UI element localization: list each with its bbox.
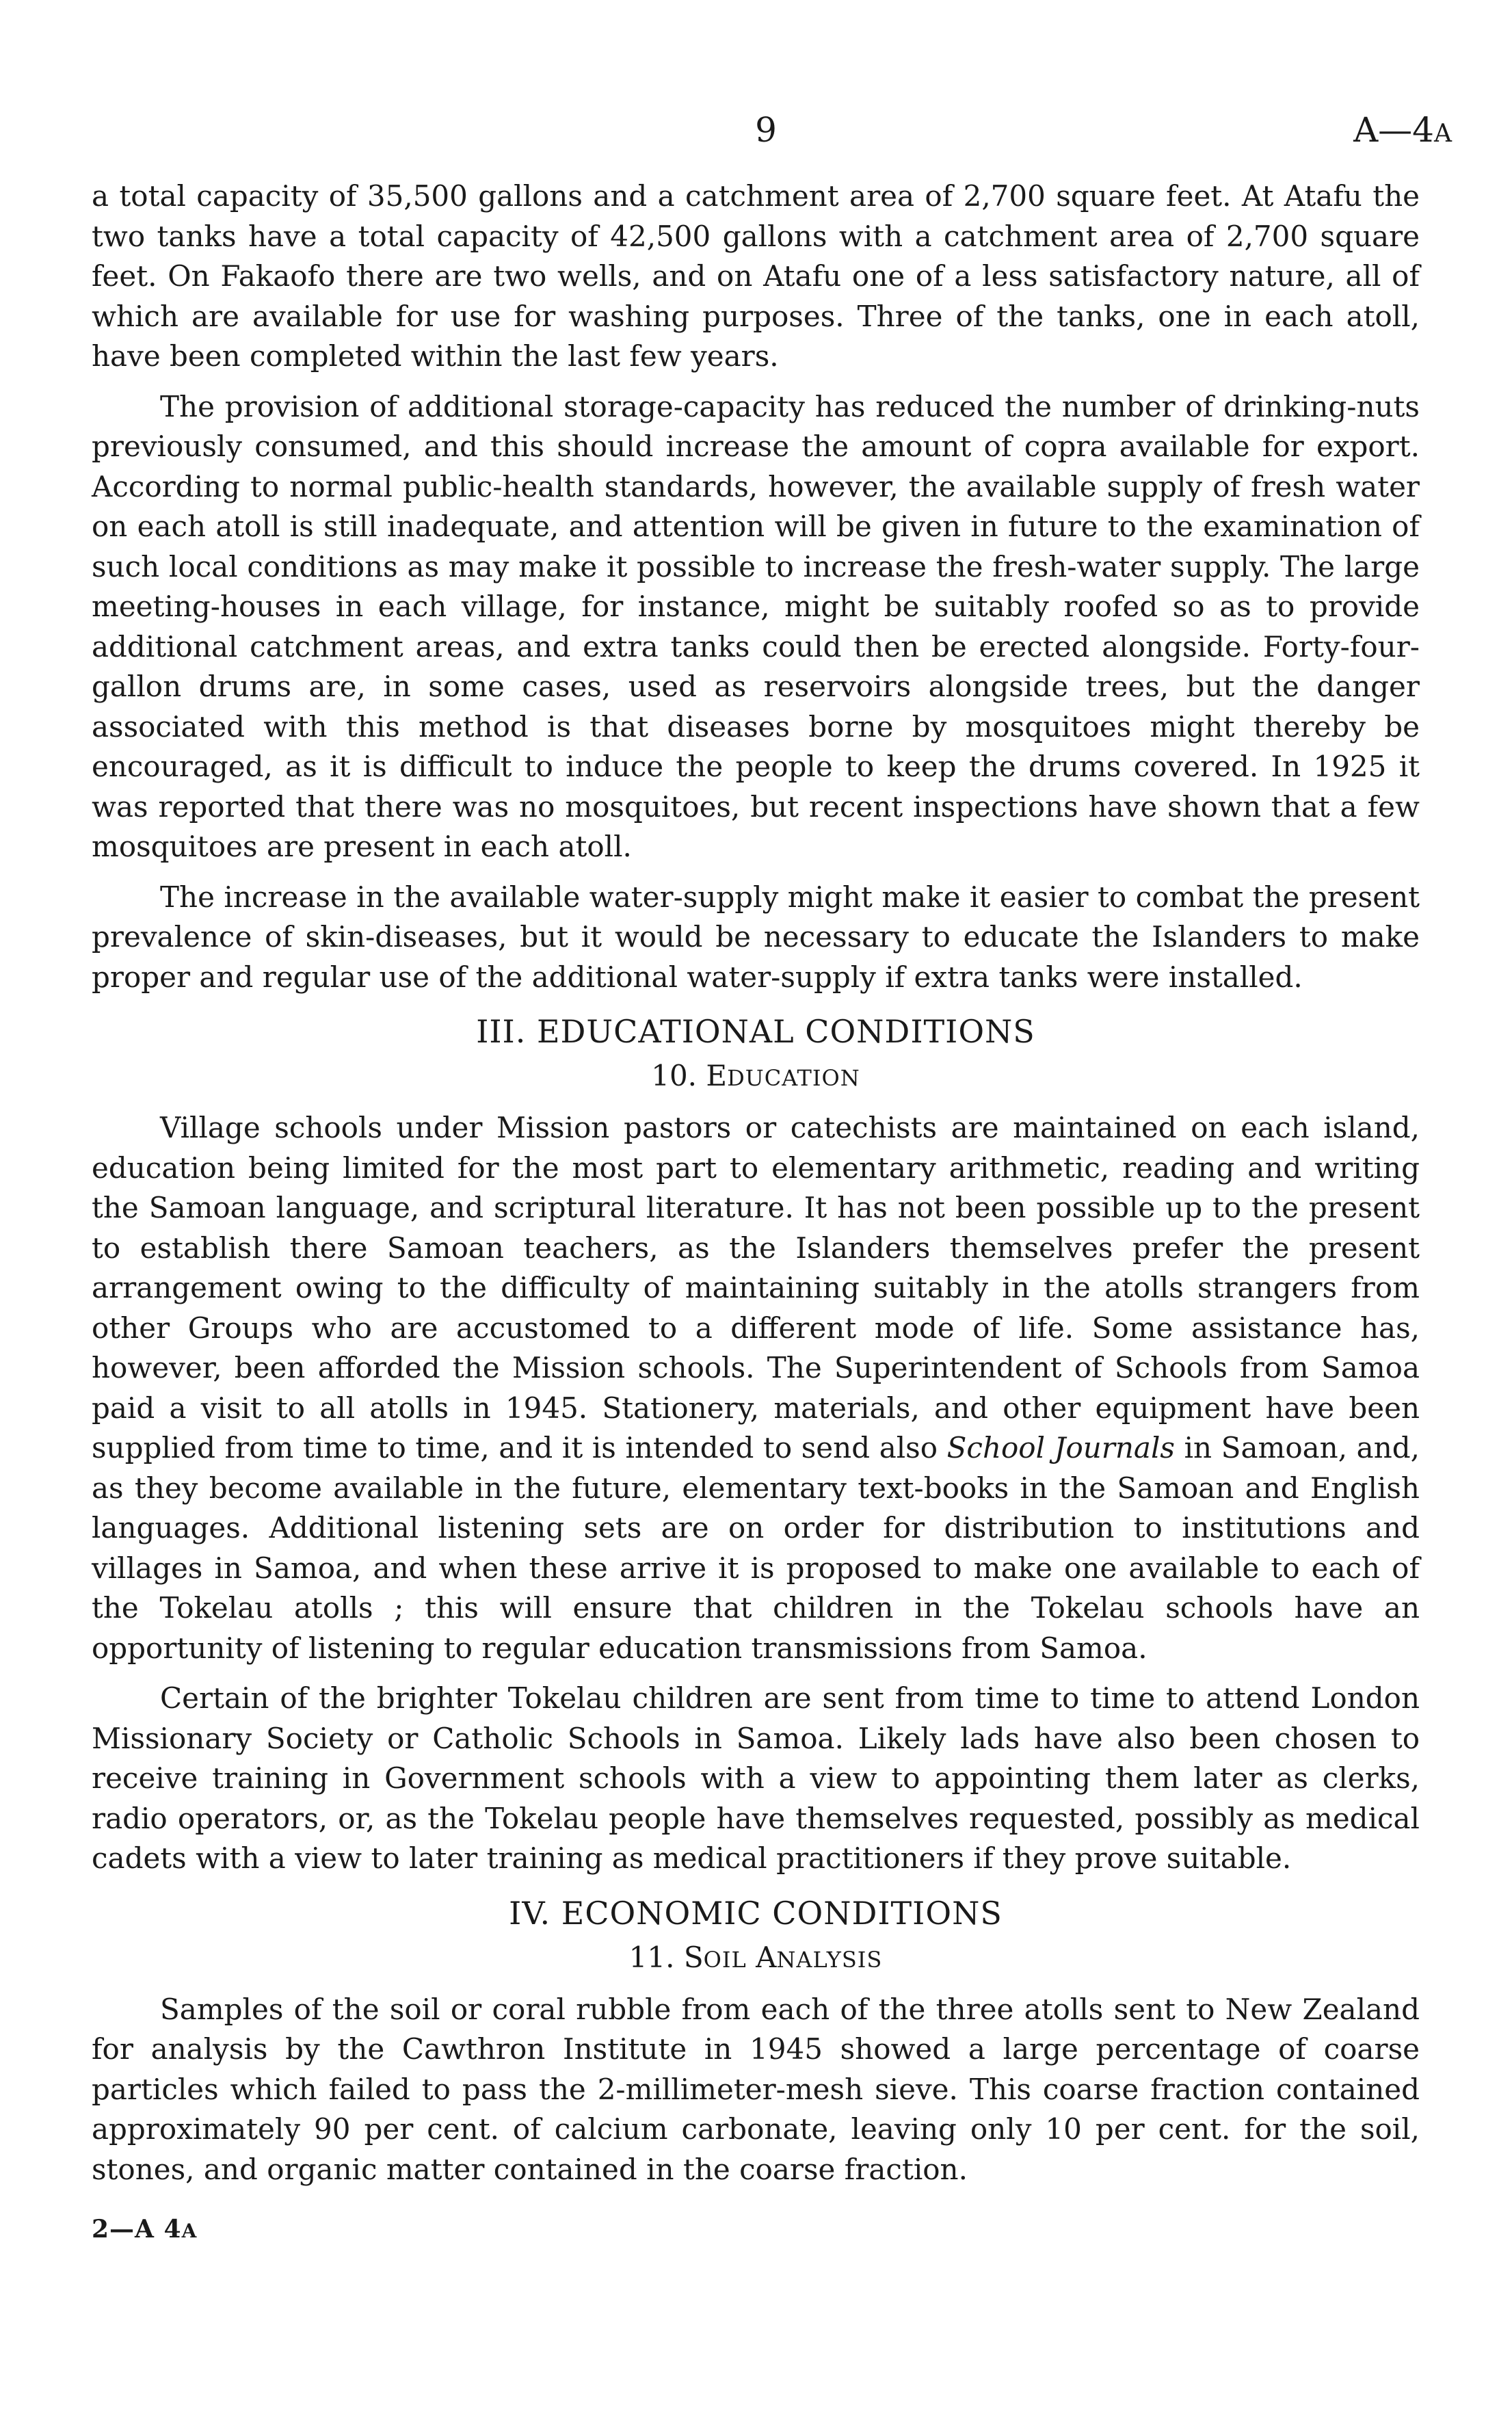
subsection-number: 10. [651, 1059, 706, 1092]
subsection-rest: DUCATION [727, 1065, 860, 1091]
paragraph-soil-samples: Samples of the soil or coral rubble from each of the three atolls sent to New Zealand for analysis by the Cawthron Institute in 1945 showed a large percentage of coarse particles which failed to pass the 2-millimeter-mesh sieve. This coarse fraction contained approximately 90 per cent. of calcium carbonate, leaving only 10 per cent. for the soil, stones, and organic matter contained in the coarse fraction. [92, 1992, 1420, 2186]
body-text [92, 176, 1420, 2190]
page-number: 9 [755, 110, 777, 150]
paragraph-village-schools-part2: in Samoan, and, as they become available in the future, elementary text-books in the Samoan and English languages. Additional listening sets are on order for distribution to institutions and villages in Samoa, and when these arrive it is proposed to make one available to each of the Tokelau atolls ; this will ensure that children in the Tokelau schools have an opportunity of listening to regular education transmissions from Samoa. [92, 1431, 1420, 1665]
subsection-number: 11. [628, 1940, 684, 1974]
paragraph-storage-capacity: The provision of additional storage-capacity has reduced the number of drinking-nuts previously consumed, and this should increase the amount of copra available for export. According to normal public-health standards, however, the available supply of fresh water on each atoll is still inadequate, and attention will be given in future to the examination of such local conditions as may make it possible to increase the fresh-water supply. The large meeting-houses in each village, for instance, might be suitably roofed so as to provide additional catchment areas, and extra tanks could then be erected alongside. Forty-four-gallon drums are, in some cases, used as reservoirs alongside trees, but the danger associated with this method is that diseases borne by mosquitoes might thereby be encouraged, as it is difficult to induce the people to keep the drums covered. In 1925 it was reported that there was no mosquitoes, but recent inspections have shown that a few mosquitoes are present in each atoll. [92, 389, 1420, 863]
subsection-heading-soil-analysis [92, 1938, 1420, 1980]
footer-signature-suffix: A [181, 2220, 198, 2242]
paragraph-water-capacity: a total capacity of 35,500 gallons and a catchment area of 2,700 square feet. At Atafu the two tanks have a total capacity of 42,500 gallons with a catchment area of 2,700 square feet. On Fakaofo there are two wells, and on Atafu one of a less satisfactory nature, all of which are available for use for washing purposes. Three of the tanks, one in each atoll, have been completed within the last few years. [92, 179, 1420, 373]
paragraph-village-schools [92, 1108, 1420, 1668]
section-heading-educational-conditions: III. EDUCATIONAL CONDITIONS [476, 1013, 1035, 1050]
subsection-initial: A [756, 1940, 777, 1974]
section-heading-economic-conditions: IV. ECONOMIC CONDITIONS [509, 1894, 1003, 1932]
document-reference-suffix: A [1434, 120, 1452, 148]
paragraph-tokelau-children: Certain of the brighter Tokelau children are sent from time to time to attend London Missionary Society or Catholic Schools in Samoa. Likely lads have also been chosen to receive training in Government schools with a view to appointing them later as clerks, radio operators, or, as the Tokelau people have themselves requested, possibly as medical cadets with a view to later training as medical practitioners if they prove suitable. [92, 1681, 1420, 1875]
paragraph-skin-diseases: The increase in the available water-supply might make it easier to combat the present prevalence of skin-diseases, but it would be necessary to educate the Islanders to make proper and regular use of the additional water-supply if extra tanks were installed. [92, 880, 1420, 994]
footer-signature [92, 2213, 197, 2247]
paragraph-village-schools-part1: Village schools under Mission pastors or catechists are maintained on each island, education being limited for the most part to elementary arithmetic, reading and writing the Samoan language, and scriptural literature. It has not been possible up to the present to establish there Samoan teachers, as the Islanders themselves prefer the present arrangement owing to the difficulty of maintaining suitably in the atolls strangers from other Groups who are accustomed to a different mode of life. Some assistance has, however, been afforded the Mission schools. The Superintendent of Schools from Samoa paid a visit to all atolls in 1945. Stationery, materials, and other equipment have been supplied from time to time, and it is intended to send also [92, 1111, 1420, 1464]
subsection-rest: NALYSIS [776, 1946, 883, 1973]
footer-signature-main: 2—A 4 [92, 2215, 182, 2244]
subsection-initial: S [683, 1940, 704, 1974]
subsection-heading-education [92, 1056, 1420, 1098]
subsection-rest: OIL [703, 1946, 747, 1973]
subsection-initial: E [706, 1059, 728, 1092]
document-reference-main: A—4 [1353, 110, 1434, 150]
school-journals-title: School Journals [946, 1431, 1175, 1464]
document-reference [1353, 109, 1452, 155]
